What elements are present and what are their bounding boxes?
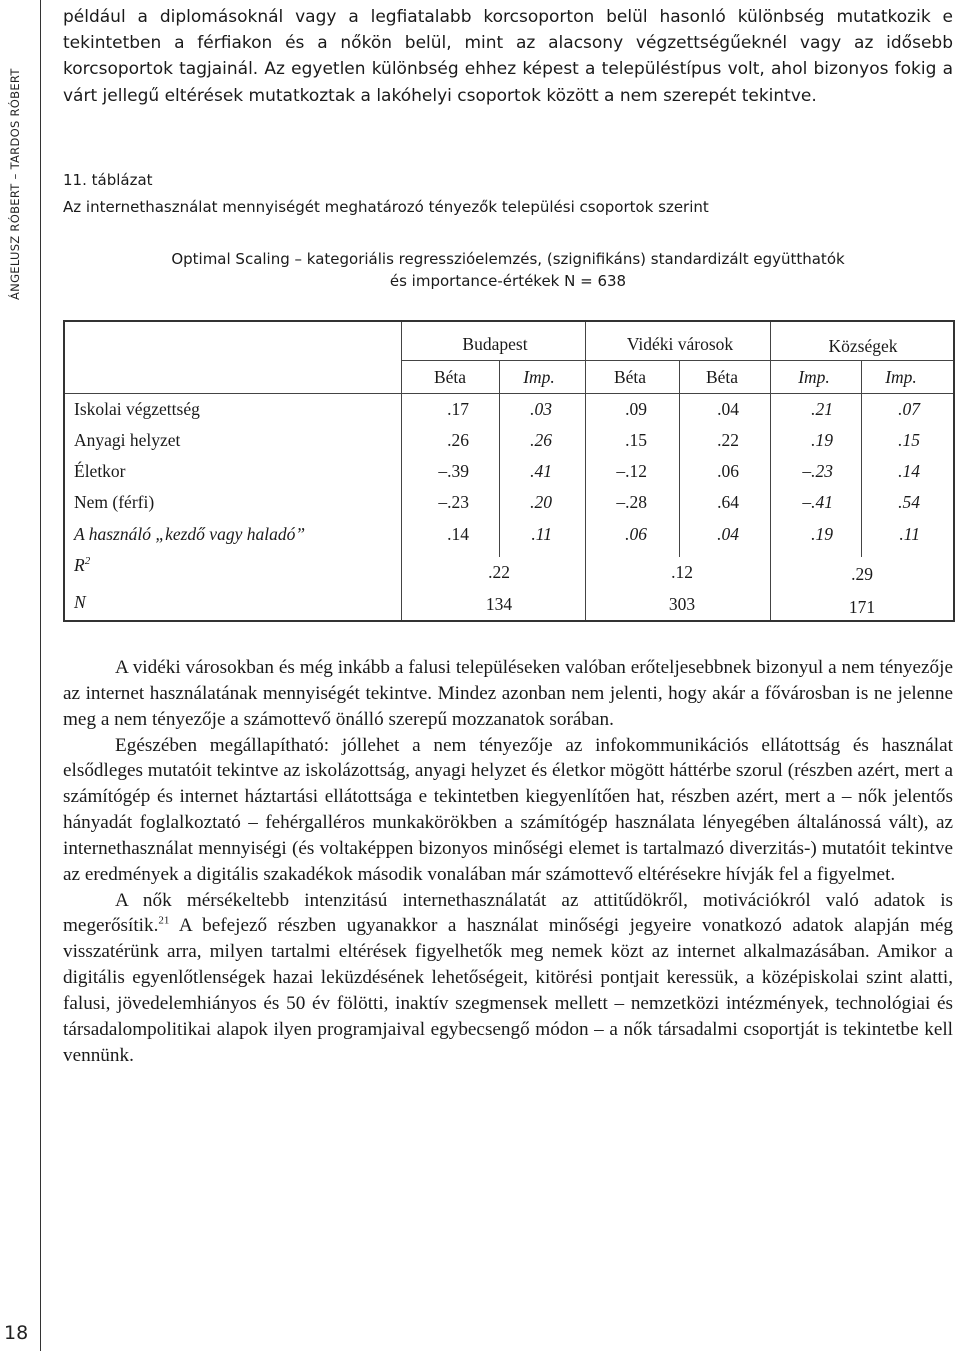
table-number: 11. táblázat [63,171,153,189]
table-cell: –.28 [616,492,647,512]
table-cell: –.39 [438,461,469,481]
table-cell: .04 [717,524,739,544]
n-value: 134 [485,594,513,614]
table-cell: .09 [625,399,647,419]
body-text [63,655,953,1069]
r2-value: .29 [851,564,873,584]
column-header: Imp. [798,367,830,387]
table-subtitle-line2: és importance-értékek N = 638 [389,272,627,290]
table-cell: .15 [625,430,647,450]
row-label: Anyagi helyzet [74,430,181,450]
vrule-group-3 [770,322,771,620]
running-header: ÁNGELUSZ RÓBERT – TARDOS RÓBERT [8,68,22,300]
row-label: Iskolai végzettség [74,399,200,419]
r2-label [74,555,90,575]
table-subtitle [63,248,953,292]
column-header: Imp. [523,367,555,387]
table-cell: .26 [530,430,552,450]
table-title: Az internethasználat mennyiségét meghatározó tényezők települési csoportok szerint [63,198,709,216]
table-cell: .22 [717,430,739,450]
body-paragraph-3-part-b: A befejező részben ugyanakkor a használat minőségi jegyeire vonatkozó adatok alapján még visszatérünk arra, milyen tartalmi eltérések figyelhetők meg nemek közt az internet alkalmazásában. Amikor a digitális egyenlőtlenségek hazai leküzdésének lehetőségeit, kitörési pontjait keressük, a középiskolai szint alatti, falusi, jövedelemhiányos és 50 év fölötti, inaktív szegmensek mellett – nemzetközi intézmények, technológiai és társadalompolitikai alapok ilyen programjaival egybecsengő módon – a nők társadalmi csoportját is tekintetbe kell vennünk. [63,915,953,1066]
table-cell: .19 [811,430,833,450]
table-cell: .11 [899,524,920,544]
data-table [63,320,955,622]
row-label: A használó „kezdő vagy haladó” [74,524,306,544]
table-subtitle-line1: Optimal Scaling – kategoriális regresszióelemzés, (szignifikáns) standardizált együtthatók [171,250,845,268]
group-header: Vidéki városok [626,334,734,354]
n-value: 303 [668,594,696,614]
table-cell: .19 [811,524,833,544]
page-number: 18 [4,1322,29,1344]
r2-value: .12 [671,562,693,582]
r2-value: .22 [488,562,510,582]
vrule-budapest-mid [499,360,500,557]
vrule-label [401,322,402,620]
r2-label-text: R [74,555,85,575]
table-cell: .04 [717,399,739,419]
column-header: Béta [613,367,647,387]
column-header: Béta [433,367,467,387]
table-cell: .20 [530,492,552,512]
table-cell: .64 [717,492,739,512]
table-cell: .06 [717,461,739,481]
vrule-group-2 [585,322,586,620]
vrule-videki-mid [679,360,680,557]
n-label: N [74,592,86,612]
header-rule-columns [65,393,953,394]
table-cell: .14 [447,524,469,544]
table-cell: .03 [530,399,552,419]
table-cell: .41 [530,461,552,481]
header-rule-groups [401,360,953,361]
column-header: Imp. [885,367,917,387]
column-header: Béta [705,367,739,387]
r2-label-superscript: 2 [84,555,91,568]
body-paragraph-2: Egészében megállapítható: jóllehet a nem tényezője az infokommunikációs ellátottság és használat elsődleges mutatóit tekintve az iskolázottság, anyagi helyzet és életkor mögött háttérbe szorul (részben azért, mert a számítógép és internet háztartási ellátottsága e tekintetben kiegyenlítően hat, részben azért, mert a – nők jelentős hányadát foglalkoztató – fehérgalléros munkakörökben a számítógép használata lényegében általánossá vált), az internethasználat mennyiségi (és voltaképpen bizonyos minőségi elemet is tartalmazó diverzitás-) mutatóit tekintve az eredmények a digitális szakadékok második vonalában már számottevő eltérésekre hívják fel a figyelmet. [63,734,953,885]
group-header: Községek [828,336,898,356]
table-cell: .17 [447,399,469,419]
table-cell: –.23 [438,492,469,512]
table-cell: –.41 [802,492,833,512]
footnote-marker: 21 [158,915,170,928]
table-cell: –.12 [616,461,647,481]
table-cell: .11 [531,524,552,544]
row-label: Életkor [74,461,126,481]
n-value: 171 [848,597,876,617]
table-cell: .21 [811,399,833,419]
body-paragraph-1: A vidéki városokban és még inkább a falusi településeken valóban erőteljesebbnek bizonyul a nem tényezője az internet használatának mennyiségét tekintve. Mindez azonban nem jelenti, hogy akár a fővárosban is ne jelenne meg a nem tényezője a számottevő önálló szerepű mozzanatok sorában. [63,657,953,730]
table-cell: .14 [898,461,920,481]
table-cell: .26 [447,430,469,450]
body-paragraph-3 [63,888,953,1069]
margin-rule [40,0,41,1351]
group-header: Budapest [462,334,528,354]
table-cell: –.23 [802,461,833,481]
body-paragraph-3-part-a: A nők mérsékeltebb intenzitású internethasználatát az attitűdökről, motivációkról való adatok is megerősítik. [63,889,953,937]
vrule-kozsegek-mid [861,360,862,557]
intro-paragraph: például a diplomásoknál vagy a legfiatalabb korcsoporton belül hasonló különbség mutatkozik e tekintetben a férfiakon és a nőkön belül, mint az alacsony végzettségűeknél vagy az idősebb korcsoportok tagjainál. Az egyetlen különbség ehhez képest a településtípus volt, ahol bizonyos fokig a várt jellegű eltérések mutatkoztak a lakóhelyi csoportok között a nem szerepét tekintve. [63,7,953,106]
table-cell: .54 [898,492,920,512]
table-cell: .15 [898,430,920,450]
table-cell: .06 [625,524,647,544]
table-cell: .07 [898,399,920,419]
row-label: Nem (férfi) [74,492,155,512]
